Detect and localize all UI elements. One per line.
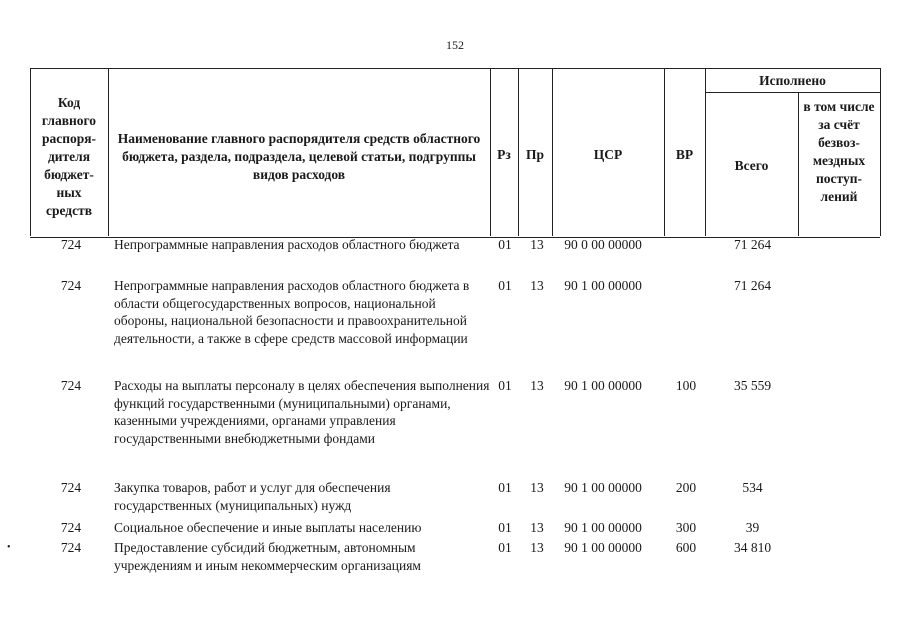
cell-name: Предоставление субсидий бюджетным, автономным учреждениям и иным некоммерческим организациям (114, 540, 421, 573)
cell-total: 35 559 (733, 378, 772, 393)
cell-total: 71 264 (733, 237, 772, 252)
header-name: Наименование главного распорядителя средств областного бюджета, раздела, подраздела, целевой статьи, подгруппы видов расходов (117, 131, 481, 182)
cell-pr: 13 (530, 237, 544, 252)
column-divider (880, 68, 881, 236)
margin-mark: • (7, 542, 11, 553)
header-vr: ВР (675, 147, 694, 162)
cell-name: Расходы на выплаты персоналу в целях обеспечения выполнения функций государственными (муниципальными) органами, казенными учреждениями, органами управления государственными внебюджетными фондами (114, 378, 490, 446)
cell-vr: 200 (675, 480, 697, 495)
cell-rz: 01 (498, 278, 512, 293)
header-pr: Пр (525, 147, 544, 162)
header-executed: Исполнено (759, 73, 826, 88)
cell-rz: 01 (498, 520, 512, 535)
cell-rz: 01 (498, 480, 512, 495)
column-divider (108, 68, 109, 236)
cell-total: 71 264 (733, 278, 772, 293)
cell-pr: 13 (530, 540, 544, 555)
cell-code: 724 (60, 540, 82, 555)
executed-divider (705, 92, 880, 93)
cell-rz: 01 (498, 237, 512, 252)
cell-code: 724 (60, 278, 82, 293)
cell-csr: 90 1 00 00000 (564, 520, 642, 535)
cell-name: Непрограммные направления расходов областного бюджета (114, 237, 460, 252)
cell-pr: 13 (530, 278, 544, 293)
column-divider (705, 68, 706, 236)
cell-vr: 600 (675, 540, 697, 555)
cell-name: Непрограммные направления расходов областного бюджета в области общегосударственных вопросов, национальной обороны, национальной безопасности и правоохранительной деятельности, а также в сфере средств массовой информации (114, 278, 470, 346)
cell-vr: 100 (675, 378, 697, 393)
cell-pr: 13 (530, 378, 544, 393)
cell-name: Социальное обеспечение и иные выплаты населению (114, 520, 422, 535)
cell-csr: 90 1 00 00000 (564, 540, 642, 555)
column-divider (30, 68, 31, 236)
header-code: Код главного распоря-дителя бюджет-ных средств (41, 95, 97, 218)
cell-code: 724 (60, 520, 82, 535)
cell-rz: 01 (498, 378, 512, 393)
cell-code: 724 (60, 378, 82, 393)
cell-vr: 300 (675, 520, 697, 535)
column-divider (798, 92, 799, 236)
cell-pr: 13 (530, 520, 544, 535)
header-total: Всего (734, 158, 769, 173)
cell-code: 724 (60, 237, 82, 252)
header-gratuitous: в том числе за счёт безвоз-мездных поступ-лений (803, 99, 875, 204)
header-rz: Рз (497, 147, 511, 162)
cell-total: 34 810 (733, 540, 772, 555)
cell-code: 724 (60, 480, 82, 495)
cell-total: 534 (742, 480, 763, 495)
cell-total: 39 (745, 520, 760, 535)
page-number: 152 (446, 38, 464, 52)
cell-csr: 90 1 00 00000 (564, 278, 642, 293)
header-csr: ЦСР (593, 147, 623, 162)
cell-pr: 13 (530, 480, 544, 495)
cell-csr: 90 0 00 00000 (564, 237, 642, 252)
cell-name: Закупка товаров, работ и услуг для обеспечения государственных (муниципальных) нужд (114, 480, 391, 513)
cell-csr: 90 1 00 00000 (564, 378, 642, 393)
cell-rz: 01 (498, 540, 512, 555)
cell-csr: 90 1 00 00000 (564, 480, 642, 495)
